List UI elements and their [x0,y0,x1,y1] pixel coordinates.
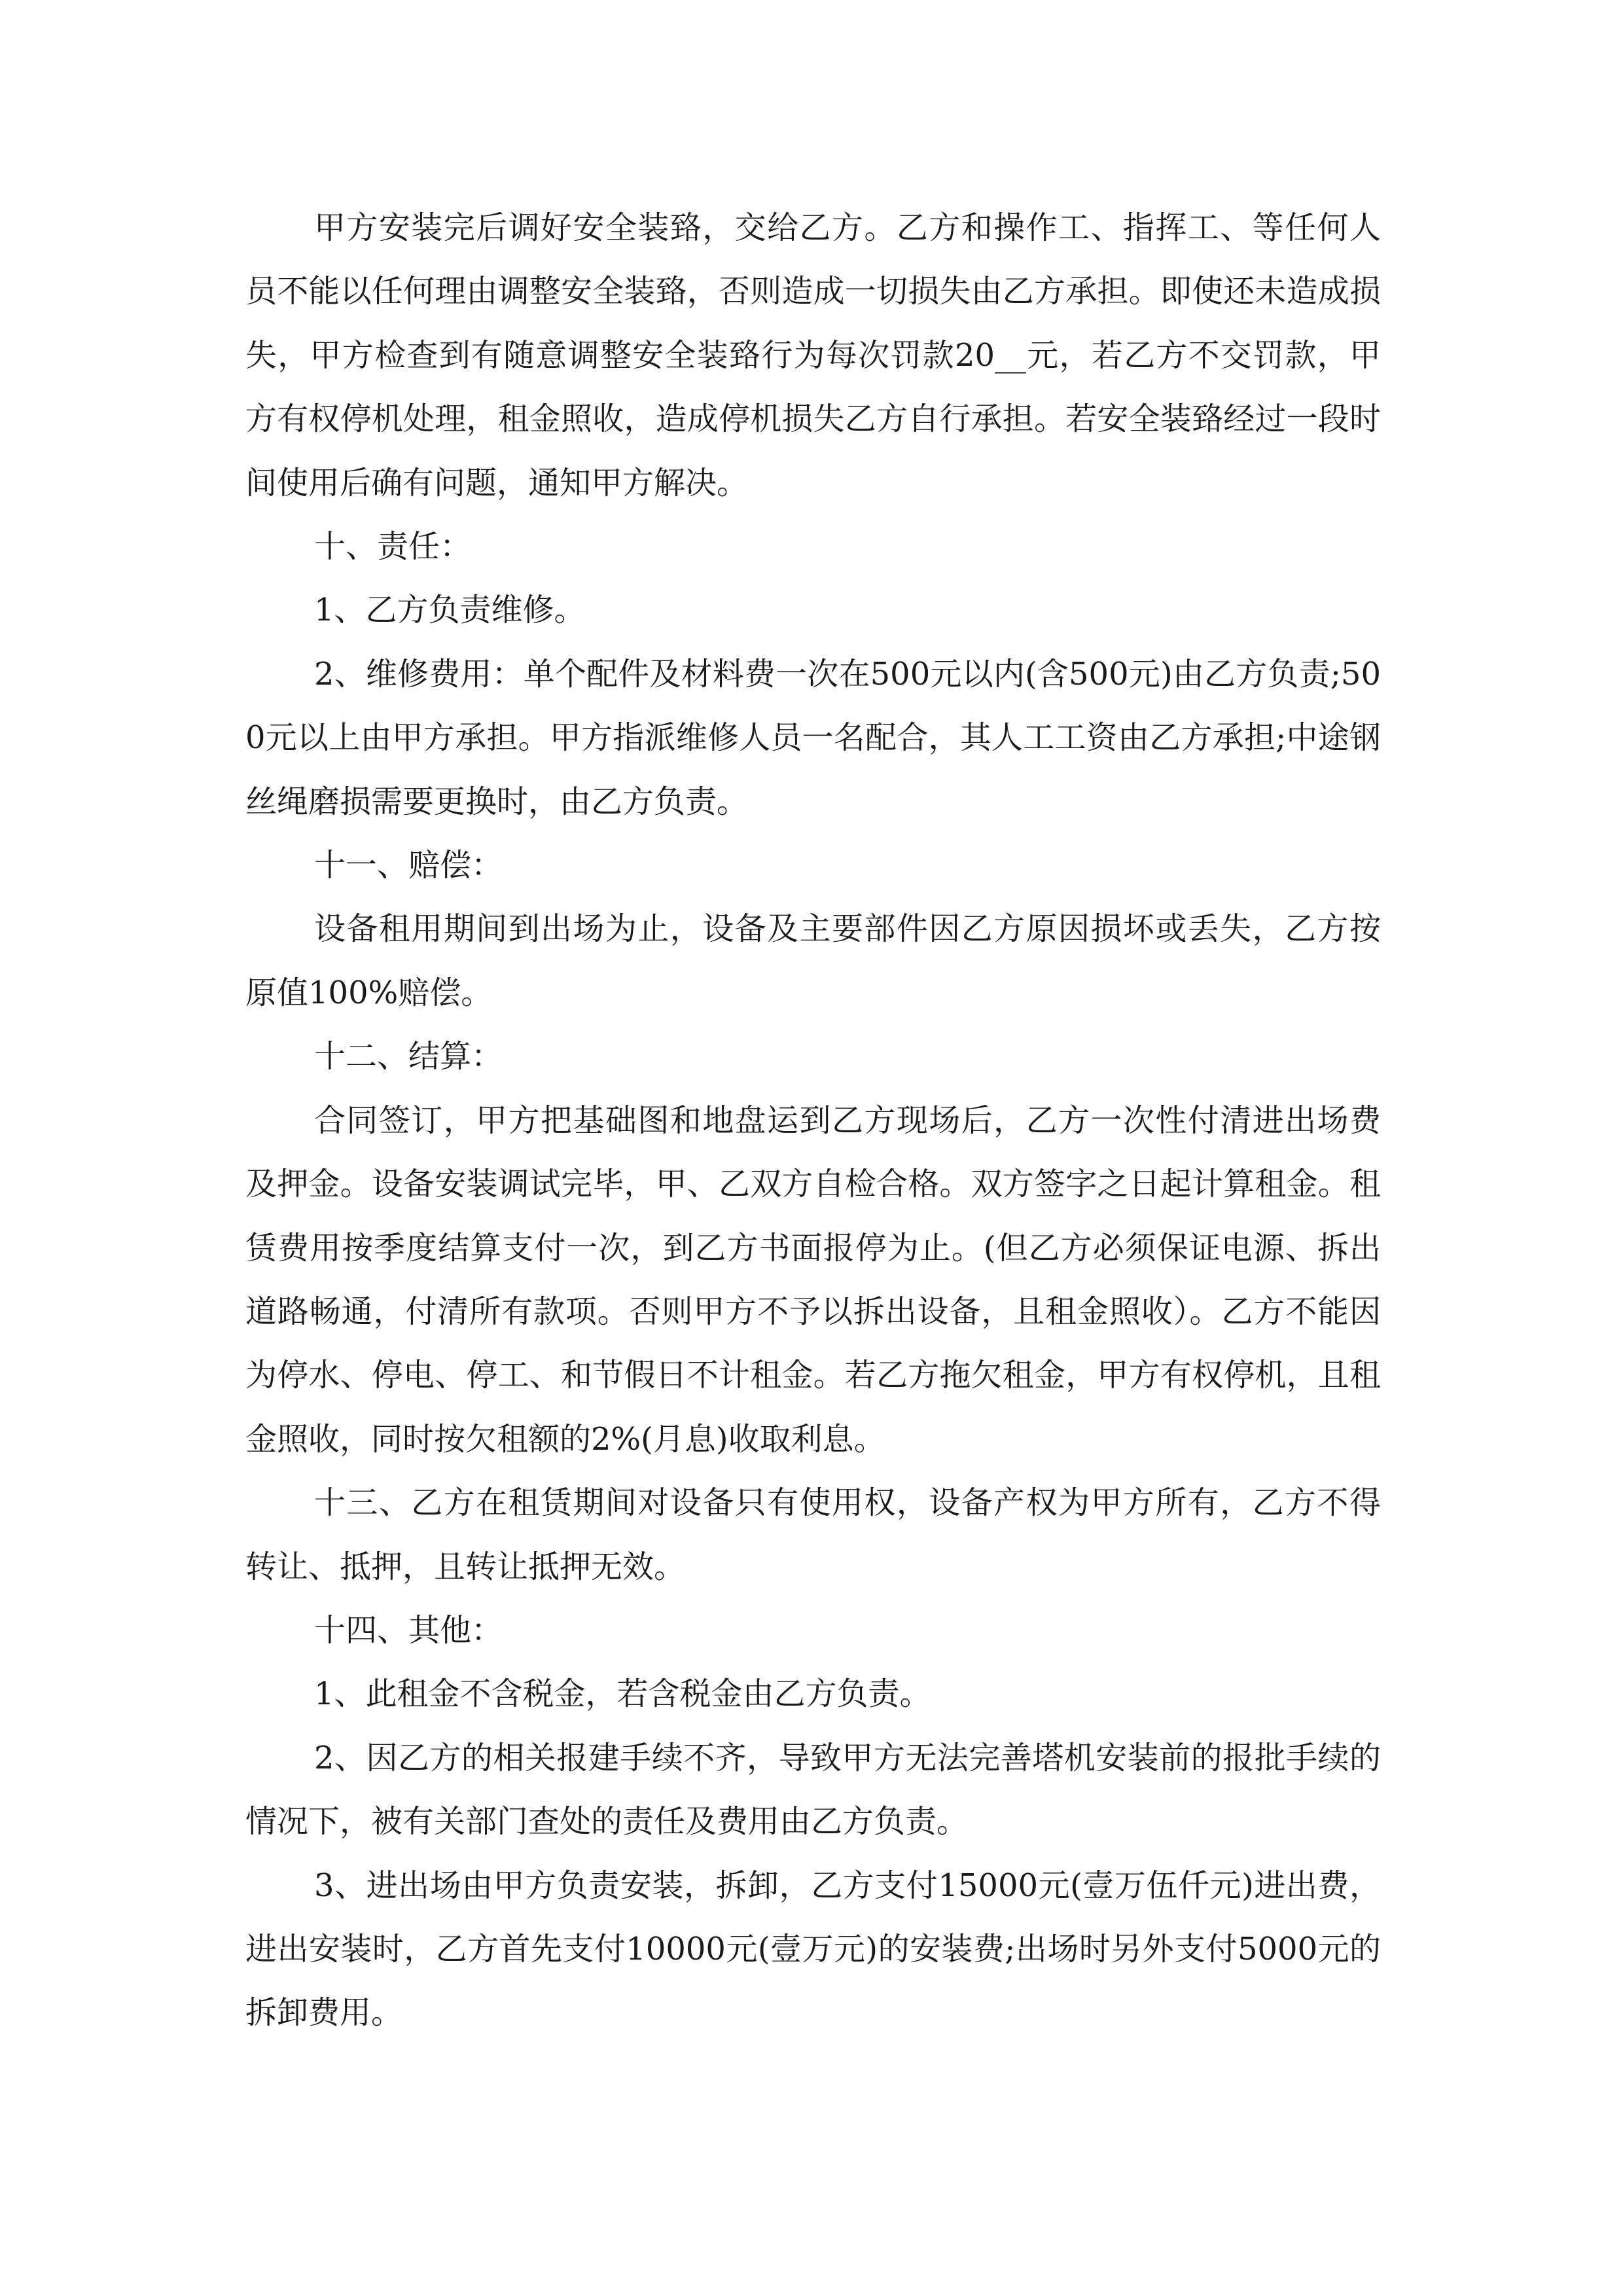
paragraph-compensation: 设备租用期间到出场为止，设备及主要部件因乙方原因损坏或丢失，乙方按原值100%赔偿。 [245,910,1381,1011]
paragraph-tax: 1、此租金不含税金，若含税金由乙方负责。 [314,1676,931,1713]
heading-responsibility: 十、责任： [314,528,472,565]
paragraph-maintenance-cost: 2、维修费用：单个配件及材料费一次在500元以内(含500元)由乙方负责;500元以上由甲方承担。甲方指派维修人员一名配合，其人工工资由乙方承担;中途钢丝绳磨损需要更换时，由乙方负责。 [245,655,1381,820]
paragraph-permits: 2、因乙方的相关报建手续不齐，导致甲方无法完善塔机安装前的报批手续的情况下，被有关部门查处的责任及费用由乙方负责。 [245,1739,1381,1840]
paragraph-safety-device: 甲方安装完后调好安全装臵，交给乙方。乙方和操作工、指挥工、等任何人员不能以任何理由调整安全装臵，否则造成一切损失由乙方承担。即使还未造成损失，甲方检查到有随意调整安全装臵行为每次罚款20__元，若乙方不交罚款，甲方有权停机处理，租金照收，造成停机损失乙方自行承担。若安全装臵经过一段时间使用后确有问题，通知甲方解决。 [245,209,1381,501]
heading-compensation: 十一、赔偿： [314,847,503,884]
heading-other: 十四、其他： [314,1611,503,1649]
paragraph-maintenance: 1、乙方负责维修。 [314,592,586,629]
paragraph-settlement: 合同签订，甲方把基础图和地盘运到乙方现场后，乙方一次性付清进出场费及押金。设备安装调试完毕，甲、乙双方自检合格。双方签字之日起计算租金。租赁费用按季度结算支付一次，到乙方书面报停为止。(但乙方必须保证电源、拆出道路畅通，付清所有款项。否则甲方不予以拆出设备，且租金照收）。乙方不能因为停水、停电、停工、和节假日不计租金。若乙方拖欠租金，甲方有权停机，且租金照收，同时按欠租额的2%(月息)收取利息。 [245,1102,1381,1458]
paragraph-usage-rights: 十三、乙方在租赁期间对设备只有使用权，设备产权为甲方所有，乙方不得转让、抵押，且转让抵押无效。 [245,1484,1381,1585]
document-body [245,196,1381,2045]
heading-settlement: 十二、结算： [314,1038,503,1075]
paragraph-installation-fee: 3、进出场由甲方负责安装，拆卸，乙方支付15000元(壹万伍仟元)进出费，进出安装时，乙方首先支付10000元(壹万元)的安装费;出场时另外支付5000元的拆卸费用。 [245,1867,1381,2032]
